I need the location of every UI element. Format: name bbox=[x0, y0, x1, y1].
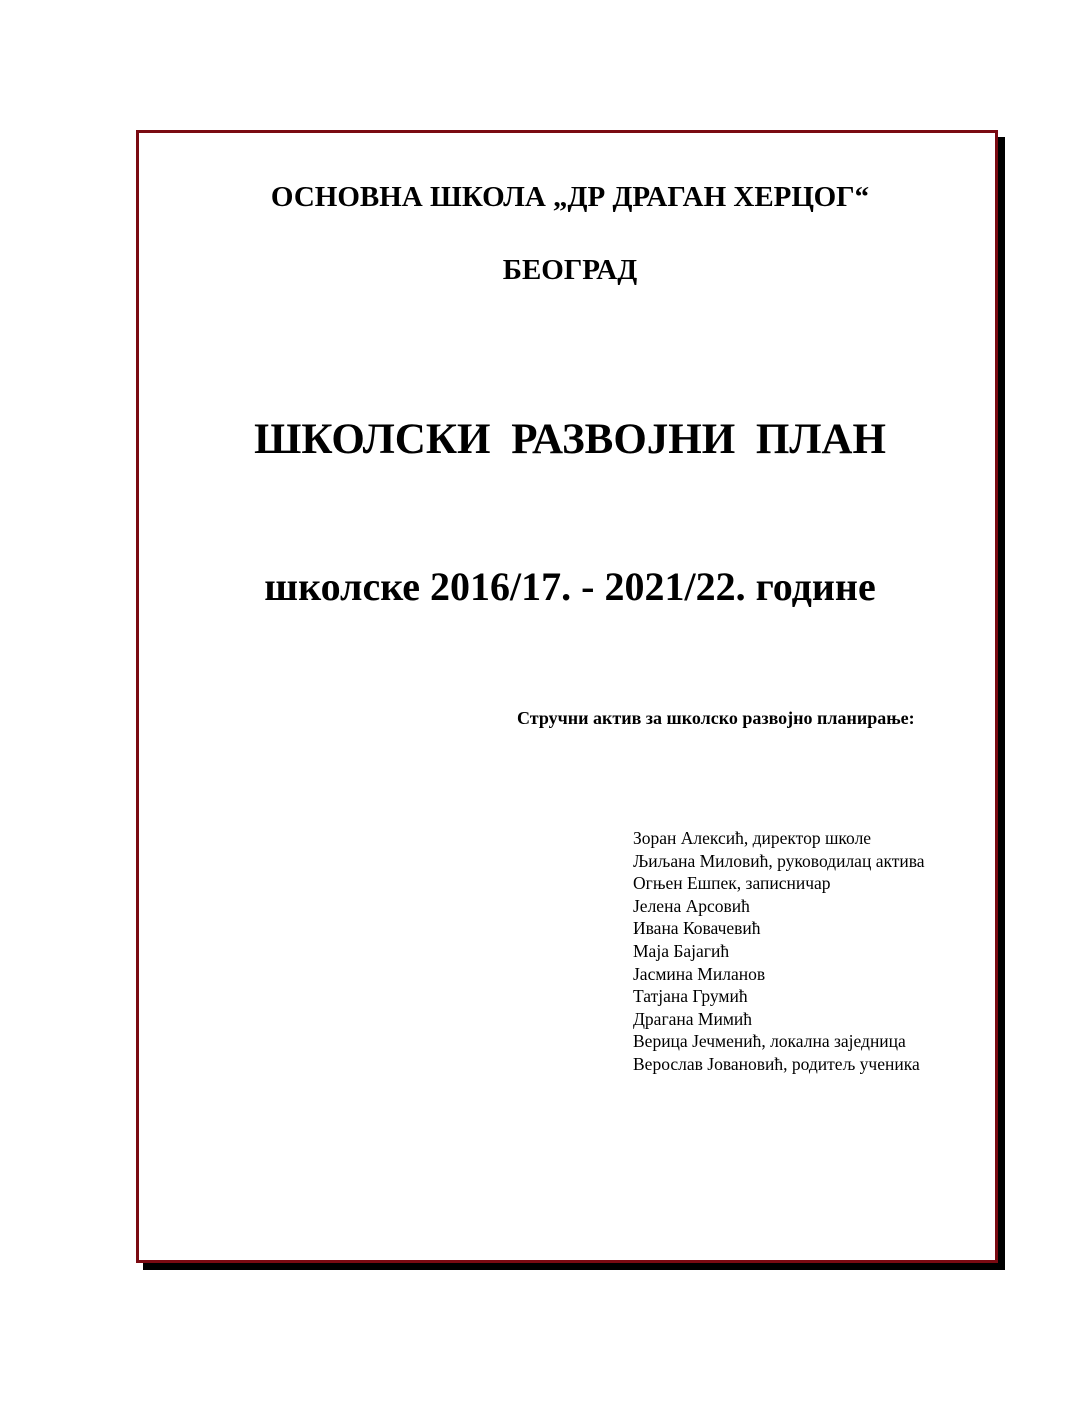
team-member: Јасмина Миланов bbox=[633, 963, 766, 984]
team-member: Јелена Арсовић bbox=[633, 895, 750, 916]
school-city: БЕОГРАД bbox=[502, 254, 638, 286]
team-member: Огњен Ешпек, записничар bbox=[633, 873, 831, 894]
team-member: Зоран Алексић, директор школе bbox=[633, 828, 872, 848]
team-member: Татјана Грумић bbox=[633, 986, 748, 1007]
team-member: Драгана Мимић bbox=[633, 1008, 753, 1029]
team-heading: Стручни актив за школско развојно планирање: bbox=[517, 708, 915, 728]
team-member: Верослав Јовановић, родитељ ученика bbox=[633, 1053, 920, 1074]
team-member-list bbox=[633, 827, 925, 1076]
document-title: ШКОЛСКИ РАЗВОЈНИ ПЛАН bbox=[254, 416, 886, 463]
team-member: Љиљана Миловић, руководилац актива bbox=[633, 850, 925, 871]
team-member: Верица Јечменић, локална заједница bbox=[633, 1031, 906, 1052]
school-years: школске 2016/17. - 2021/22. године bbox=[264, 564, 876, 609]
team-member: Ивана Ковачевић bbox=[633, 918, 761, 939]
team-member: Маја Бајагић bbox=[633, 940, 730, 961]
cover-frame bbox=[136, 130, 998, 1263]
school-name: ОСНОВНА ШКОЛА „ДР ДРАГАН ХЕРЦОГ“ bbox=[270, 181, 870, 213]
